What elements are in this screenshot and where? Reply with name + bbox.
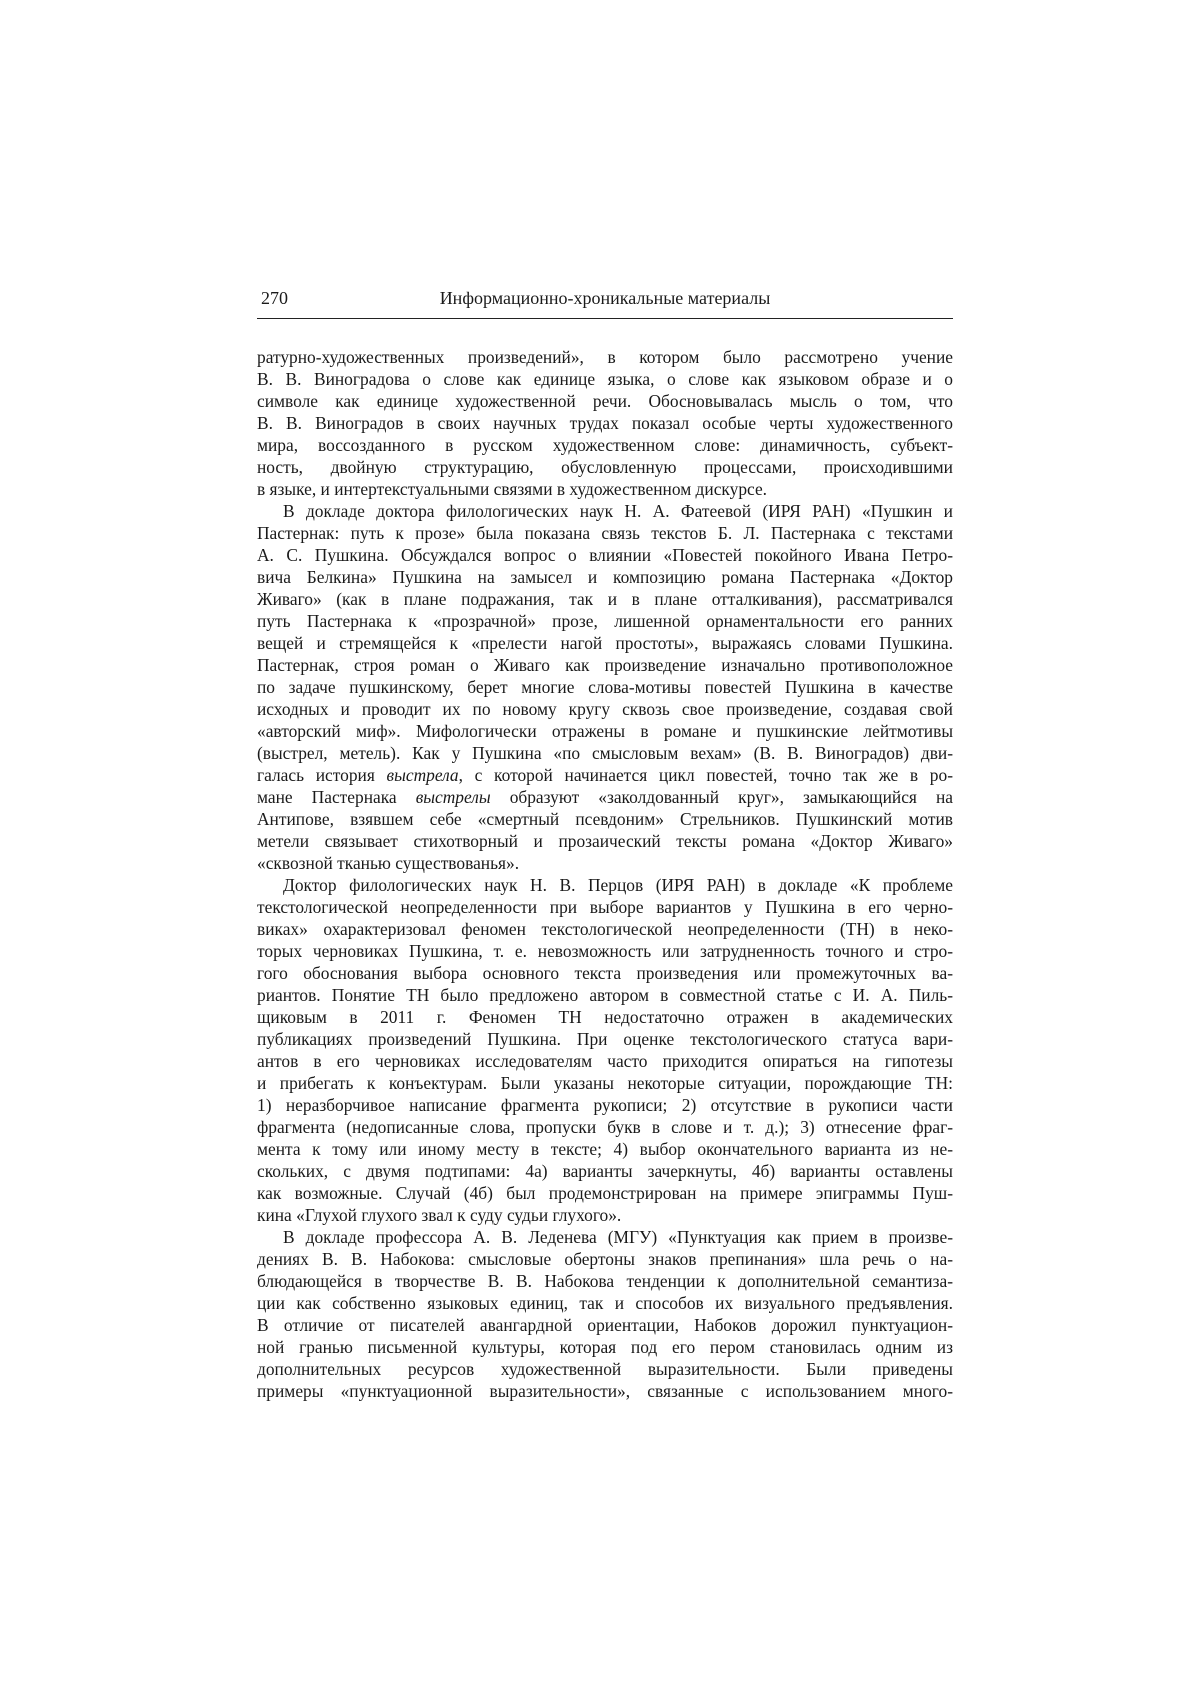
text-line: исходных и проводит их по новому кругу сквозь свое произведение, создавая свой	[257, 699, 953, 719]
text-line: кина «Глухой глухого звал к суду судьи глухого».	[257, 1205, 622, 1225]
paragraph-1	[257, 346, 953, 500]
text-line: мира, воссозданного в русском художественном слове: динамичность, субъект-	[257, 435, 953, 455]
text-segment: галась история	[257, 765, 387, 785]
text-line-with-italic	[257, 786, 953, 808]
text-line: гого обоснования выбора основного текста произведения или промежуточных ва-	[257, 963, 953, 983]
text-line-with-italic	[257, 764, 953, 786]
text-line: ции как собственно языковых единиц, так и способов их визуального предъявления.	[257, 1293, 953, 1313]
text-line: Доктор филологических наук Н. В. Перцов (ИРЯ РАН) в докладе «К проблеме	[283, 875, 953, 895]
text-line: ратурно-художественных произведений», в котором было рассмотрено учение	[257, 347, 953, 367]
page-number: 270	[261, 288, 288, 308]
text-line: как возможные. Случай (4б) был продемонстрирован на примере эпиграммы Пуш-	[257, 1183, 953, 1203]
text-line: вича Белкина» Пушкина на замысел и композицию романа Пастернака «Доктор	[257, 567, 953, 587]
text-line: примеры «пунктуационной выразительности», связанные с использованием много-	[257, 1381, 953, 1401]
text-line: щиковым в 2011 г. Феномен ТН недостаточно отражен в академических	[257, 1007, 953, 1027]
italic-term: выстрела	[386, 765, 459, 785]
text-line: ной гранью письменной культуры, которая под его пером становилась одним из	[257, 1337, 953, 1357]
text-line: метели связывает стихотворный и прозаический тексты романа «Доктор Живаго»	[257, 831, 953, 851]
paragraph-3	[257, 874, 953, 1226]
text-line: В. В. Виноградова о слове как единице языка, о слове как языковом образе и о	[257, 369, 953, 389]
text-segment: мане Пастернака	[257, 787, 416, 807]
text-line: публикациях произведений Пушкина. При оценке текстологического статуса вари-	[257, 1029, 953, 1049]
text-line: по задаче пушкинскому, берет многие слова-мотивы повестей Пушкина в качестве	[257, 677, 953, 697]
body-text	[257, 346, 953, 1402]
text-line: В отличие от писателей авангардной ориентации, Набоков дорожил пунктуацион-	[257, 1315, 953, 1335]
text-line: антов в его черновиках исследователям часто приходится опираться на гипотезы	[257, 1051, 953, 1071]
text-line: текстологической неопределенности при выборе вариантов у Пушкина в его черно-	[257, 897, 953, 917]
text-line: фрагмента (недописанные слова, пропуски букв в слове и т. д.); 3) отнесение фраг-	[257, 1117, 953, 1137]
text-line: «сквозной тканью существованья».	[257, 853, 520, 873]
text-line: дополнительных ресурсов художественной выразительности. Были приведены	[257, 1359, 953, 1379]
page-header	[257, 286, 953, 319]
text-line: риантов. Понятие ТН было предложено автором в совместной статье с И. А. Пиль-	[257, 985, 953, 1005]
text-line: «авторский миф». Мифологически отражены в романе и пушкинские лейтмотивы	[257, 721, 953, 741]
text-line: В докладе профессора А. В. Леденева (МГУ) «Пунктуация как прием в произве-	[283, 1227, 953, 1247]
text-line: символе как единице художественной речи. Обосновывалась мысль о том, что	[257, 391, 953, 411]
text-line: путь Пастернака к «прозрачной» прозе, лишенной орнаментальности его ранних	[257, 611, 953, 631]
text-line: мента к тому или иному месту в тексте; 4) выбор окончательного варианта из не-	[257, 1139, 953, 1159]
text-line: Пастернак, строя роман о Живаго как произведение изначально противоположное	[257, 655, 953, 675]
text-line: в языке, и интертекстуальными связями в художественном дискурсе.	[257, 479, 768, 499]
text-line: виках» охарактеризовал феномен текстологической неопределенности (ТН) в неко-	[257, 919, 953, 939]
text-line: вещей и стремящейся к «прелести нагой простоты», выражаясь словами Пушкина.	[257, 633, 953, 653]
paragraph-2	[257, 500, 953, 874]
text-line: Антипове, взявшем себе «смертный псевдоним» Стрельников. Пушкинский мотив	[257, 809, 953, 829]
text-line: 1) неразборчивое написание фрагмента рукописи; 2) отсутствие в рукописи части	[257, 1095, 953, 1115]
italic-term: выстрелы	[415, 787, 491, 807]
text-line: дениях В. В. Набокова: смысловые обертоны знаков препинания» шла речь о на-	[257, 1249, 953, 1269]
paragraph-4	[257, 1226, 953, 1402]
text-line: Живаго» (как в плане подражания, так и в плане отталкивания), рассматривался	[257, 589, 953, 609]
text-line: скольких, с двумя подтипами: 4а) варианты зачеркнуты, 4б) варианты оставлены	[257, 1161, 953, 1181]
text-line: В докладе доктора филологических наук Н. А. Фатеевой (ИРЯ РАН) «Пушкин и	[283, 501, 953, 521]
text-line: А. С. Пушкина. Обсуждался вопрос о влиянии «Повестей покойного Ивана Петро-	[257, 545, 953, 565]
text-line: блюдающейся в творчестве В. В. Набокова тенденции к дополнительной семантиза-	[257, 1271, 953, 1291]
text-segment: образуют «заколдованный круг», замыкающийся на	[490, 787, 953, 807]
text-line: Пастернак: путь к прозе» была показана связь текстов Б. Л. Пастернака с текстами	[257, 523, 953, 543]
text-line: (выстрел, метель). Как у Пушкина «по смысловым вехам» (В. В. Виноградов) дви-	[257, 743, 953, 763]
text-segment: , с которой начинается цикл повестей, точно так же в ро-	[458, 765, 953, 785]
text-line: торых черновиках Пушкина, т. е. невозможность или затрудненность точного и стро-	[257, 941, 953, 961]
text-line: ность, двойную структурацию, обусловленную процессами, происходившими	[257, 457, 953, 477]
running-title: Информационно-хроникальные материалы	[439, 288, 771, 308]
text-line: и прибегать к конъектурам. Были указаны некоторые ситуации, порождающие ТН:	[257, 1073, 953, 1093]
text-line: В. В. Виноградов в своих научных трудах показал особые черты художественного	[257, 413, 953, 433]
